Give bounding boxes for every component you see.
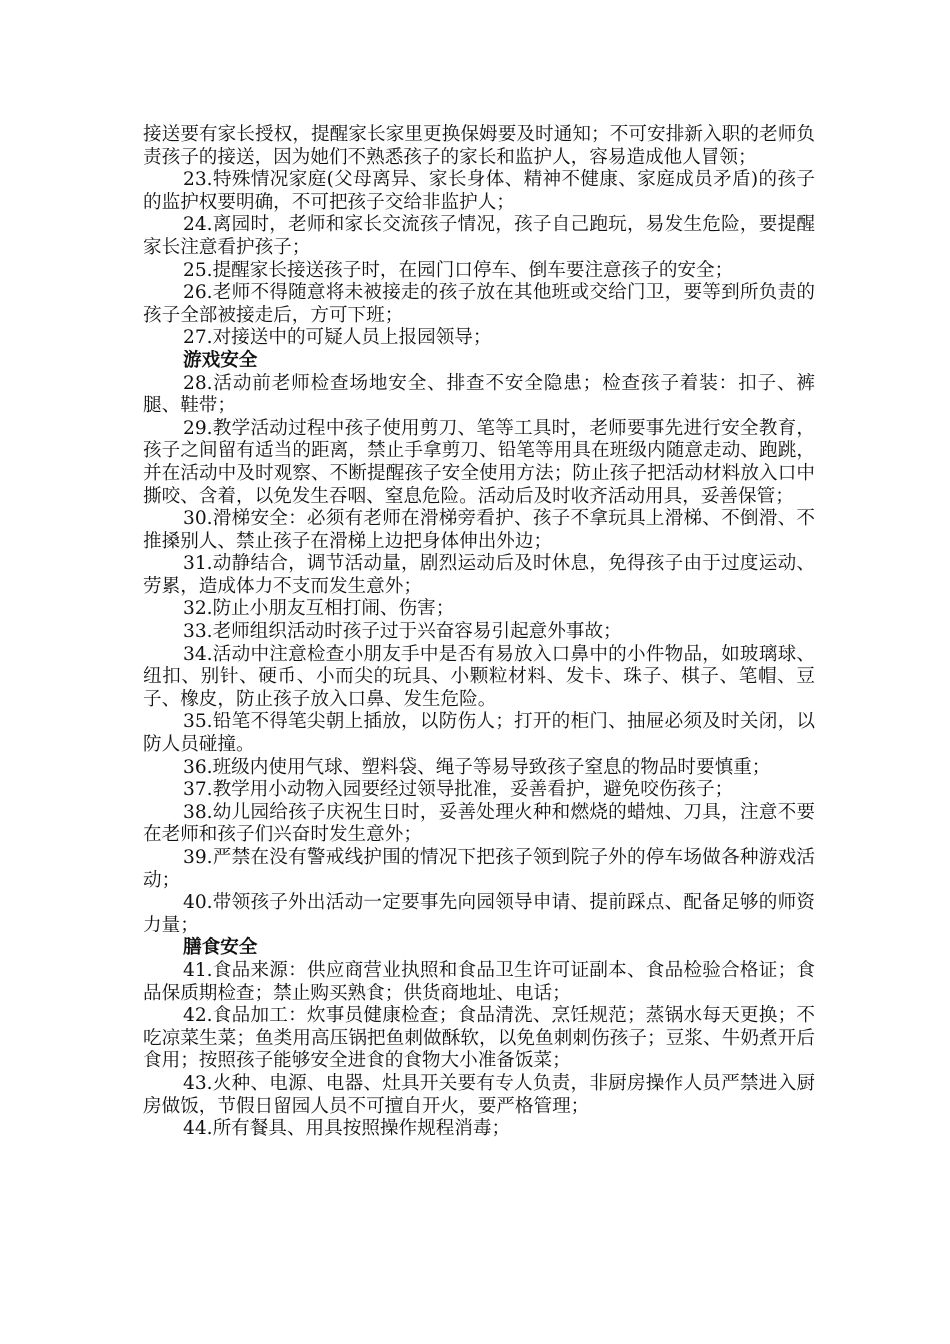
paragraph: 40.带领孩子外出活动一定要事先向园领导申请、提前踩点、配备足够的师资力量；: [143, 892, 815, 936]
paragraph: 28.活动前老师检查场地安全、排查不安全隐患；检查孩子着装：扣子、裤腿、鞋带；: [143, 372, 815, 417]
paragraph: 27.对接送中的可疑人员上报园领导；: [183, 327, 492, 349]
paragraph: 33.老师组织活动时孩子过于兴奋容易引起意外事故；: [183, 621, 622, 643]
paragraph: 29.教学活动过程中孩子使用剪刀、笔等工具时，老师要事先进行安全教育，孩子之间留有适当的距离，禁止手拿剪刀、铅笔等用具在班级内随意走动、跑跳，并在活动中及时观察、不断提醒孩子安全使用方法；防止孩子把活动材料放入口中撕咬、含着，以免发生吞咽、窒息危险。活动后及时收齐活动用具，妥善保管；: [143, 417, 815, 507]
paragraph: 34.活动中注意检查小朋友手中是否有易放入口鼻中的小件物品，如玻璃球、纽扣、别针、硬币、小而尖的玩具、小颗粒材料、发卡、珠子、棋子、笔帽、豆子、橡皮，防止孩子放入口鼻、发生危险。: [143, 643, 815, 710]
paragraph: 30.滑梯安全：必须有老师在滑梯旁看护、孩子不拿玩具上滑梯、不倒滑、不推搡别人、禁止孩子在滑梯上边把身体伸出外边；: [143, 508, 815, 552]
paragraph: 25.提醒家长接送孩子时，在园门口停车、倒车要注意孩子的安全；: [183, 259, 734, 281]
paragraph: 31.动静结合，调节活动量，剧烈运动后及时休息，免得孩子由于过度运动、劳累，造成体力不支而发生意外；: [143, 553, 815, 597]
paragraph: 41.食品来源：供应商营业执照和食品卫生许可证副本、食品检验合格证；食品保质期检查；禁止购买熟食；供货商地址、电话；: [143, 959, 815, 1004]
paragraph: 23.特殊情况家庭(父母离异、家长身体、精神不健康、家庭成员矛盾)的孩子的监护权要明确，不可把孩子交给非监护人；: [143, 169, 815, 213]
paragraph: 32.防止小朋友互相打闹、伤害；: [183, 598, 455, 620]
paragraph: 36.班级内使用气球、塑料袋、绳子等易导致孩子窒息的物品时要慎重；: [183, 756, 771, 778]
paragraph: 接送要有家长授权，提醒家长家里更换保姆要及时通知；不可安排新入职的老师负责孩子的接送，因为她们不熟悉孩子的家长和监护人，容易造成他人冒领；: [143, 124, 815, 168]
paragraph: 39.严禁在没有警戒线护围的情况下把孩子领到院子外的停车场做各种游戏活动；: [143, 847, 815, 891]
paragraph: 38.幼儿园给孩子庆祝生日时，妥善处理火种和燃烧的蜡烛、刀具，注意不要在老师和孩子们兴奋时发生意外；: [143, 801, 815, 846]
section-heading: 膳食安全: [183, 937, 258, 959]
document-page: [143, 124, 815, 1141]
section-heading: 游戏安全: [183, 349, 258, 371]
paragraph: 37.教学用小动物入园要经过领导批准，妥善看护，避免咬伤孩子；: [183, 779, 734, 801]
paragraph: 43.火种、电源、电器、灶具开关要有专人负责，非厨房操作人员严禁进入厨房做饭，节假日留园人员不可擅自开火，要严格管理；: [143, 1072, 815, 1117]
paragraph: 24.离园时，老师和家长交流孩子情况，孩子自己跑玩，易发生危险，要提醒家长注意看护孩子；: [143, 214, 815, 258]
paragraph: 35.铅笔不得笔尖朝上插放，以防伤人；打开的柜门、抽屉必须及时关闭，以防人员碰撞。: [143, 711, 815, 756]
paragraph: 44.所有餐具、用具按照操作规程消毒；: [183, 1118, 511, 1140]
paragraph: 42.食品加工：炊事员健康检查；食品清洗、烹饪规范；蒸锅水每天更换；不吃凉菜生菜；鱼类用高压锅把鱼刺做酥软，以免鱼刺刺伤孩子；豆浆、牛奶煮开后食用；按照孩子能够安全进食的食物大小准备饭菜；: [143, 1005, 815, 1072]
paragraph: 26.老师不得随意将未被接走的孩子放在其他班或交给门卫，要等到所负责的孩子全部被接走后，方可下班；: [143, 282, 815, 326]
